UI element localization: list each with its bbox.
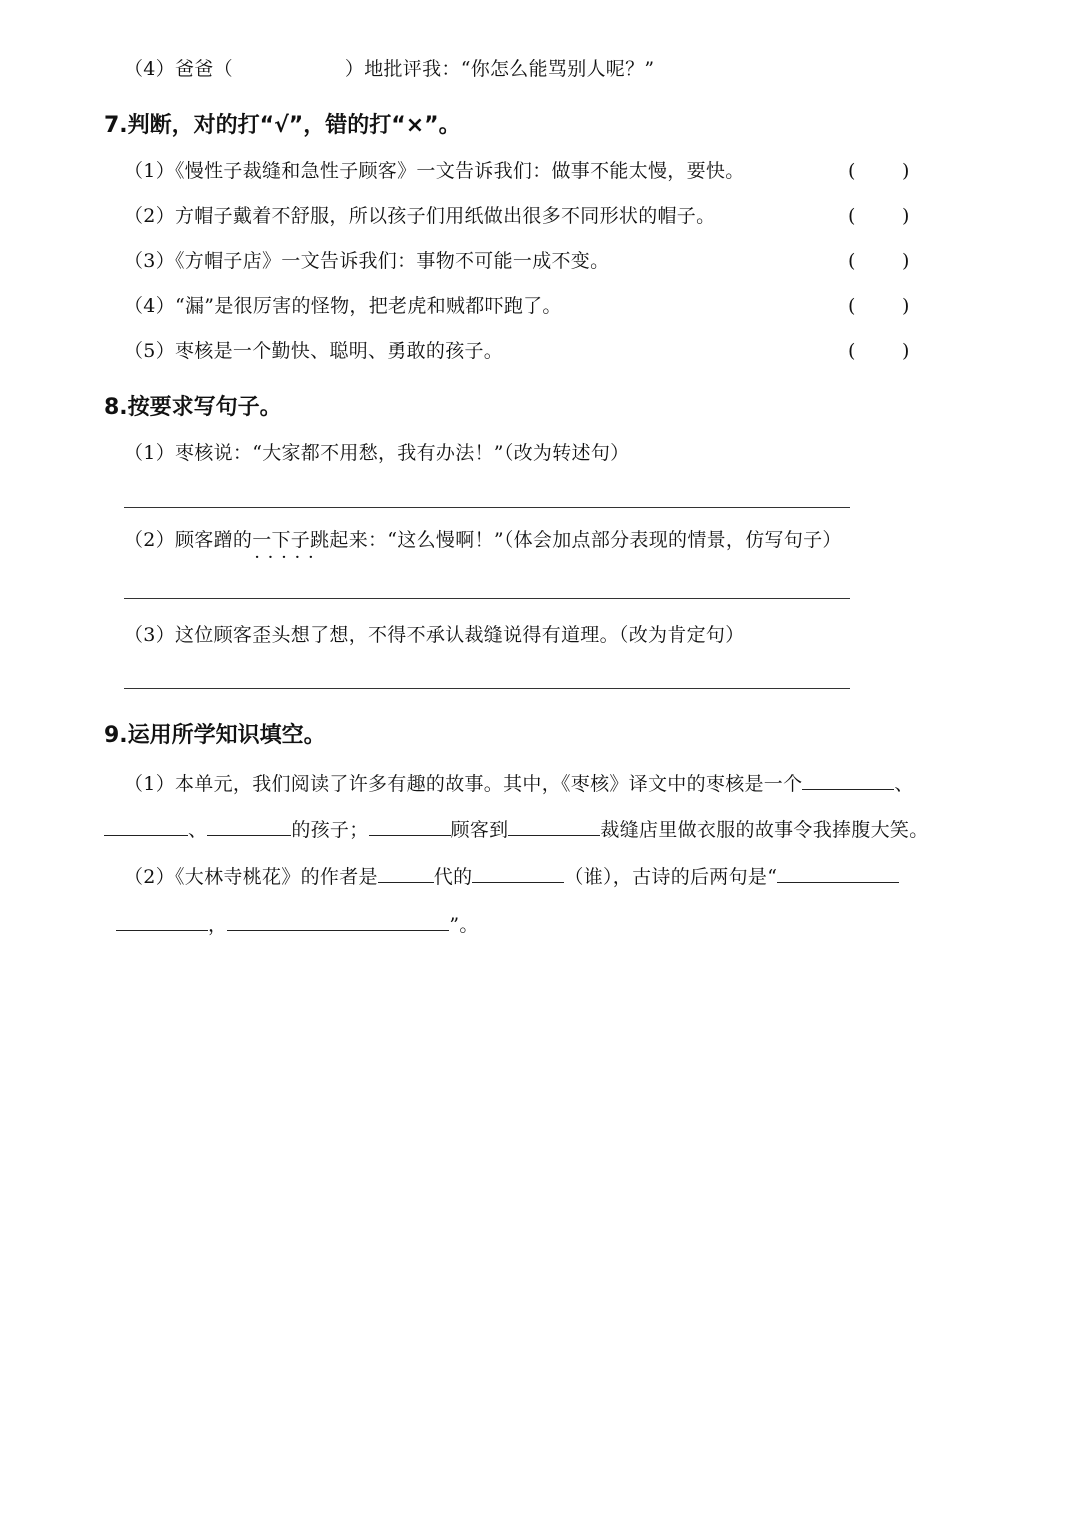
q7-item-1-answer-paren[interactable]: (: [848, 160, 856, 182]
q8-item-2-answer-line[interactable]: [124, 598, 850, 599]
q9-item-2-blank-dynasty[interactable]: [378, 862, 434, 883]
q6-item-4: [124, 56, 654, 82]
q9-item-2-text-a: （2）《大林寺桃花》的作者是: [124, 866, 378, 888]
q7-item-2-answer-paren-close: ): [902, 205, 910, 227]
q9-item-1-blank-4[interactable]: [369, 815, 451, 836]
q9-item-2-line-1: [124, 862, 899, 890]
q7-item-2: （2）方帽子戴着不舒服，所以孩子们用纸做出很多不同形状的帽子。: [124, 205, 716, 227]
q9-item-2-line-2: [116, 910, 479, 938]
q7-item-3-answer-paren-close: ): [902, 250, 910, 272]
q7-item-4: （4）“漏”是很厉害的怪物，把老虎和贼都吓跑了。: [124, 295, 562, 317]
q9-item-1-blank-5[interactable]: [508, 815, 600, 836]
q9-item-1-text-b: 的孩子；: [291, 819, 369, 841]
q7-item-5-answer-paren[interactable]: (: [848, 340, 856, 362]
q9-item-2-comma: ，: [208, 914, 228, 936]
q9-item-2-blank-line-3b[interactable]: [116, 910, 208, 931]
q9-item-2-end: ”。: [449, 914, 479, 936]
q9-item-1-line-2: [104, 815, 929, 843]
q7-item-1: （1）《慢性子裁缝和急性子顾客》一文告诉我们：做事不能太慢，要快。: [124, 160, 745, 182]
q7-item-4-answer-paren-close: ): [902, 295, 910, 317]
q7-item-5-answer-paren-close: ): [902, 340, 910, 362]
q9-item-1-line-1: [124, 769, 914, 797]
q7-title: 7.判断，对的打“√”，错的打“×”。: [104, 113, 461, 138]
q9-item-2-blank-author[interactable]: [472, 862, 564, 883]
q8-item-1: （1）枣核说：“大家都不用愁，我有办法！”（改为转述句）: [124, 442, 630, 464]
q9-item-1-text-a: （1）本单元，我们阅读了许多有趣的故事。其中，《枣核》译文中的枣核是一个: [124, 773, 803, 795]
q6-item-4-suffix: ）地批评我：“你怎么能骂别人呢？”: [344, 58, 655, 80]
q8-item-3-answer-line[interactable]: [124, 688, 850, 689]
q9-item-1-text-d: 裁缝店里做衣服的故事令我捧腹大笑。: [600, 819, 929, 841]
q8-item-2: [124, 527, 842, 553]
q8-item-2-dotted-emphasis: 一下子跳 · · ·: [252, 527, 329, 553]
q8-item-2-prefix: （2）顾客蹭的: [124, 529, 253, 551]
q8-item-1-answer-line[interactable]: [124, 507, 850, 508]
q9-item-2-text-b: 代的: [433, 866, 473, 888]
q7-item-5: （5）枣核是一个勤快、聪明、勇敢的孩子。: [124, 340, 504, 362]
q9-item-2-blank-line-3a[interactable]: [777, 862, 899, 883]
q9-item-1-comma-2: 、: [188, 819, 208, 841]
q8-item-2-suffix: 起来：“这么慢啊！”（体会加点部分表现的情景，仿写句子）: [329, 529, 842, 551]
q7-item-1-answer-paren-close: ): [902, 160, 910, 182]
q8-item-3: （3）这位顾客歪头想了想，不得不承认裁缝说得有道理。（改为肯定句）: [124, 624, 745, 646]
q9-item-1-blank-1[interactable]: [802, 769, 894, 790]
q7-item-4-answer-paren[interactable]: (: [848, 295, 856, 317]
q7-item-2-answer-paren[interactable]: (: [848, 205, 856, 227]
q7-item-3-answer-paren[interactable]: (: [848, 250, 856, 272]
q9-item-1-text-c: 顾客到: [450, 819, 509, 841]
q8-title: 8.按要求写句子。: [104, 395, 282, 420]
q9-item-2-text-c: （谁），古诗的后两句是“: [564, 866, 778, 888]
q9-item-1-comma-1: 、: [894, 773, 914, 795]
q9-title: 9.运用所学知识填空。: [104, 723, 326, 748]
q7-item-3: （3）《方帽子店》一文告诉我们：事物不可能一成不变。: [124, 250, 610, 272]
q9-item-1-blank-2[interactable]: [104, 815, 188, 836]
q9-item-2-blank-line-4[interactable]: [227, 910, 449, 931]
q9-item-1-blank-3[interactable]: [207, 815, 291, 836]
q6-item-4-prefix: （4）爸爸（: [124, 58, 233, 80]
